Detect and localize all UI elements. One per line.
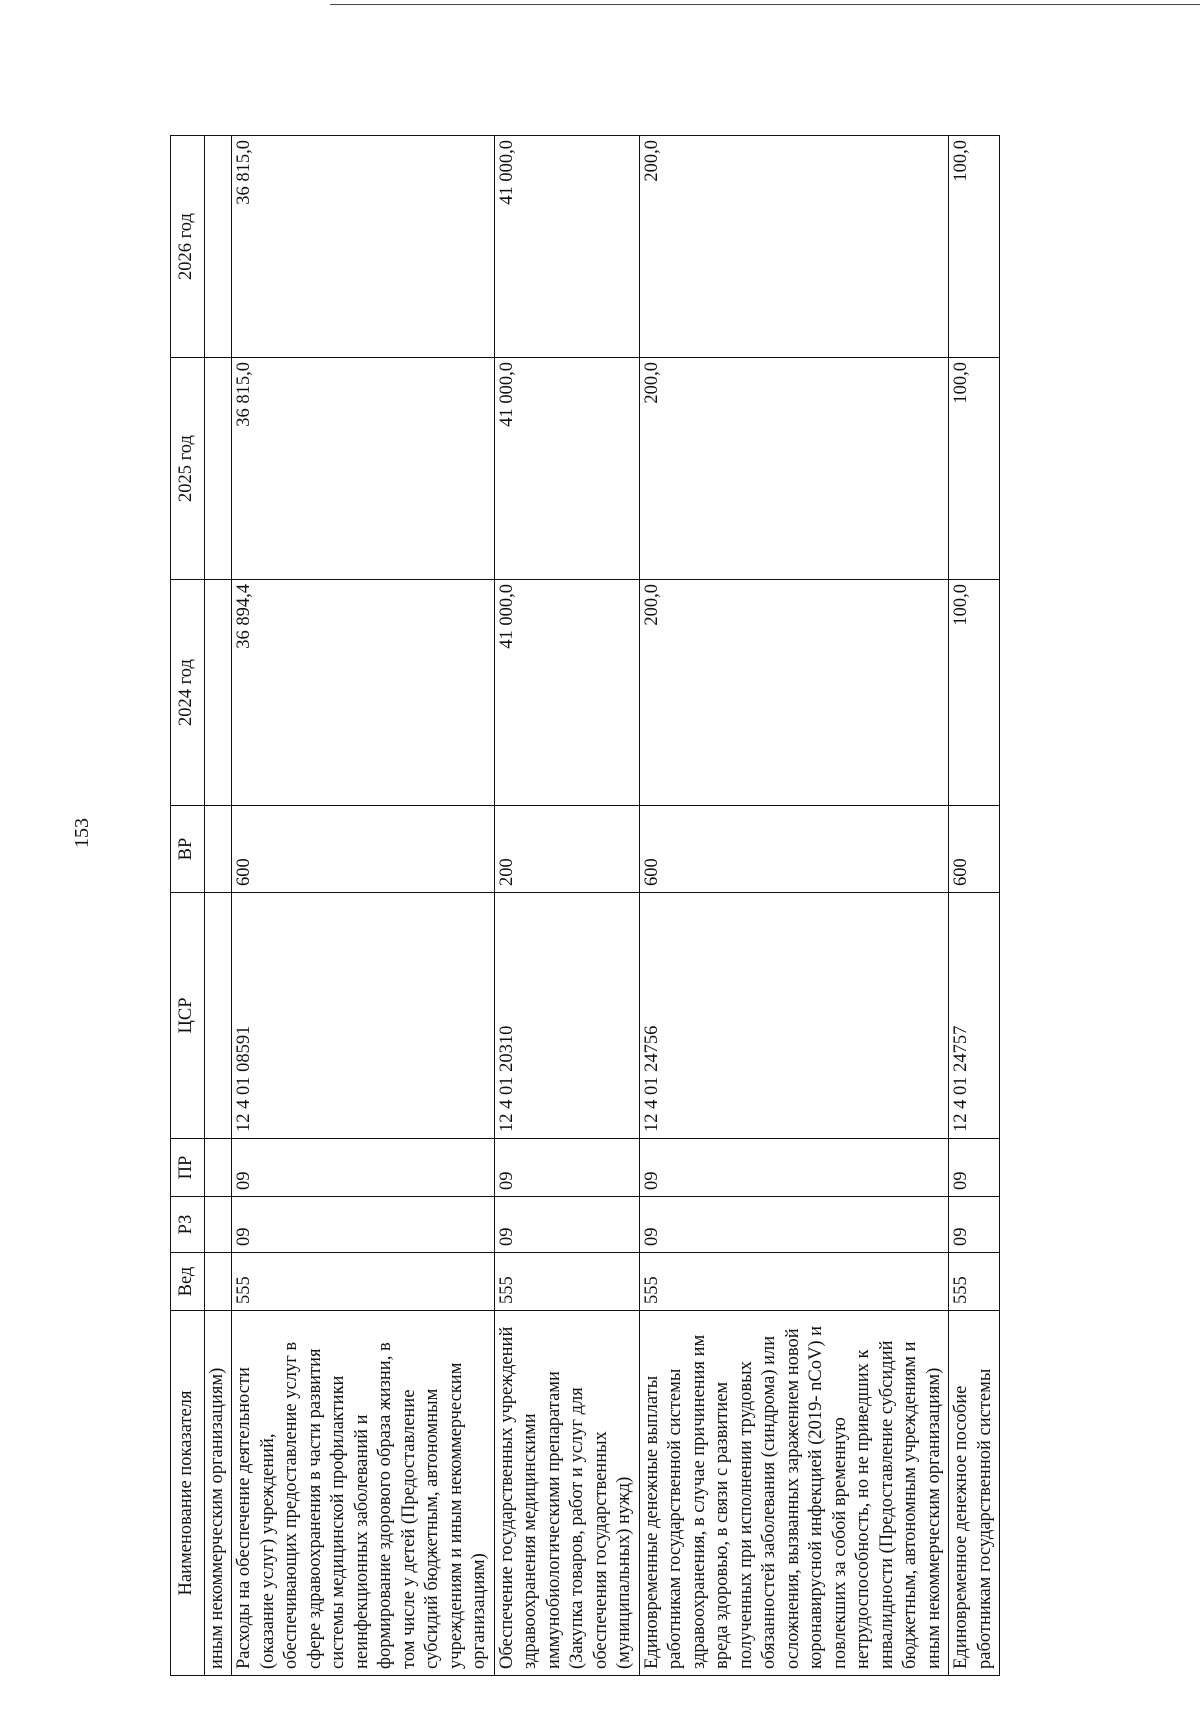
row-2026: 200,0 bbox=[639, 136, 948, 358]
row-2026: 41 000,0 bbox=[494, 136, 639, 358]
header-name: Наименование показателя bbox=[171, 1311, 205, 1676]
header-pr: ПР bbox=[171, 1139, 205, 1197]
row-rz: 09 bbox=[639, 1197, 948, 1253]
top-scan-rule bbox=[330, 4, 1200, 5]
row-pr: 09 bbox=[494, 1139, 639, 1197]
table-row bbox=[494, 136, 639, 1676]
row-rz: 09 bbox=[232, 1197, 494, 1253]
cell-empty bbox=[205, 1197, 232, 1253]
row-pr: 09 bbox=[949, 1139, 1000, 1197]
row-csr: 12 4 01 24757 bbox=[949, 893, 1000, 1139]
row-vr: 600 bbox=[949, 806, 1000, 893]
row-csr: 12 4 01 20310 bbox=[494, 893, 639, 1139]
row-pr: 09 bbox=[639, 1139, 948, 1197]
row-rz: 09 bbox=[949, 1197, 1000, 1253]
budget-table bbox=[170, 135, 1000, 1676]
continuation-text: иным некоммерческим организациям) bbox=[205, 1311, 232, 1676]
row-2025: 41 000,0 bbox=[494, 358, 639, 580]
row-2024: 41 000,0 bbox=[494, 580, 639, 806]
row-2025: 36 815,0 bbox=[232, 358, 494, 580]
row-vr: 600 bbox=[232, 806, 494, 893]
header-csr: ЦСР bbox=[171, 893, 205, 1139]
header-2025: 2025 год bbox=[171, 358, 205, 580]
row-vr: 600 bbox=[639, 806, 948, 893]
cell-empty bbox=[205, 1253, 232, 1311]
row-ved: 555 bbox=[639, 1253, 948, 1311]
header-ved: Вед bbox=[171, 1253, 205, 1311]
table-row bbox=[232, 136, 494, 1676]
row-ved: 555 bbox=[949, 1253, 1000, 1311]
row-2025: 100,0 bbox=[949, 358, 1000, 580]
table-row bbox=[639, 136, 948, 1676]
row-name: Единовременные денежные выплаты работникам государственной системы здравоохранения, в случае причинения им вреда здоровью, в связи с развитием полученных при исполнении трудовых обязанностей заболевания (синдрома) или осложнения, вызванных заражением новой коронавирусной инфекцией (2019- nCoV) и повлекших за собой временную нетрудоспособность, но не приведших к инвалидности (Предоставление субсидий бюджетным, автономным учреждениям и иным некоммерческим организациям) bbox=[639, 1311, 948, 1676]
cell-empty bbox=[205, 580, 232, 806]
row-csr: 12 4 01 24756 bbox=[639, 893, 948, 1139]
header-rz: РЗ bbox=[171, 1197, 205, 1253]
cell-empty bbox=[205, 1139, 232, 1197]
cell-empty bbox=[205, 358, 232, 580]
row-ved: 555 bbox=[494, 1253, 639, 1311]
row-name: Единовременное денежное пособие работникам государственной системы bbox=[949, 1311, 1000, 1676]
cell-empty bbox=[205, 136, 232, 358]
row-2024: 36 894,4 bbox=[232, 580, 494, 806]
row-name: Обеспечение государственных учреждений здравоохранения медицинскими иммунобиологическими препаратами (Закупка товаров, работ и услуг для обеспечения государственных (муниципальных) нужд) bbox=[494, 1311, 639, 1676]
row-2026: 36 815,0 bbox=[232, 136, 494, 358]
table-header-row bbox=[171, 136, 205, 1676]
row-2024: 100,0 bbox=[949, 580, 1000, 806]
table-row bbox=[949, 136, 1000, 1676]
row-vr: 200 bbox=[494, 806, 639, 893]
row-ved: 555 bbox=[232, 1253, 494, 1311]
continuation-row bbox=[205, 136, 232, 1676]
header-2024: 2024 год bbox=[171, 580, 205, 806]
header-2026: 2026 год bbox=[171, 136, 205, 358]
row-csr: 12 4 01 08591 bbox=[232, 893, 494, 1139]
row-2026: 100,0 bbox=[949, 136, 1000, 358]
row-rz: 09 bbox=[494, 1197, 639, 1253]
header-vr: ВР bbox=[171, 806, 205, 893]
row-2025: 200,0 bbox=[639, 358, 948, 580]
row-pr: 09 bbox=[232, 1139, 494, 1197]
row-name: Расходы на обеспечение деятельности (оказание услуг) учреждений, обеспечивающих предоставление услуг в сфере здравоохранения в части развития системы медицинской профилактики неинфекционных заболеваний и формирование здорового образа жизни, в том числе у детей (Предоставление субсидий бюджетным, автономным учреждениям и иным некоммерческим организациям) bbox=[232, 1311, 494, 1676]
rotated-table-sheet bbox=[170, 136, 1100, 1676]
cell-empty bbox=[205, 893, 232, 1139]
cell-empty bbox=[205, 806, 232, 893]
row-2024: 200,0 bbox=[639, 580, 948, 806]
page-number: 153 bbox=[71, 818, 93, 848]
